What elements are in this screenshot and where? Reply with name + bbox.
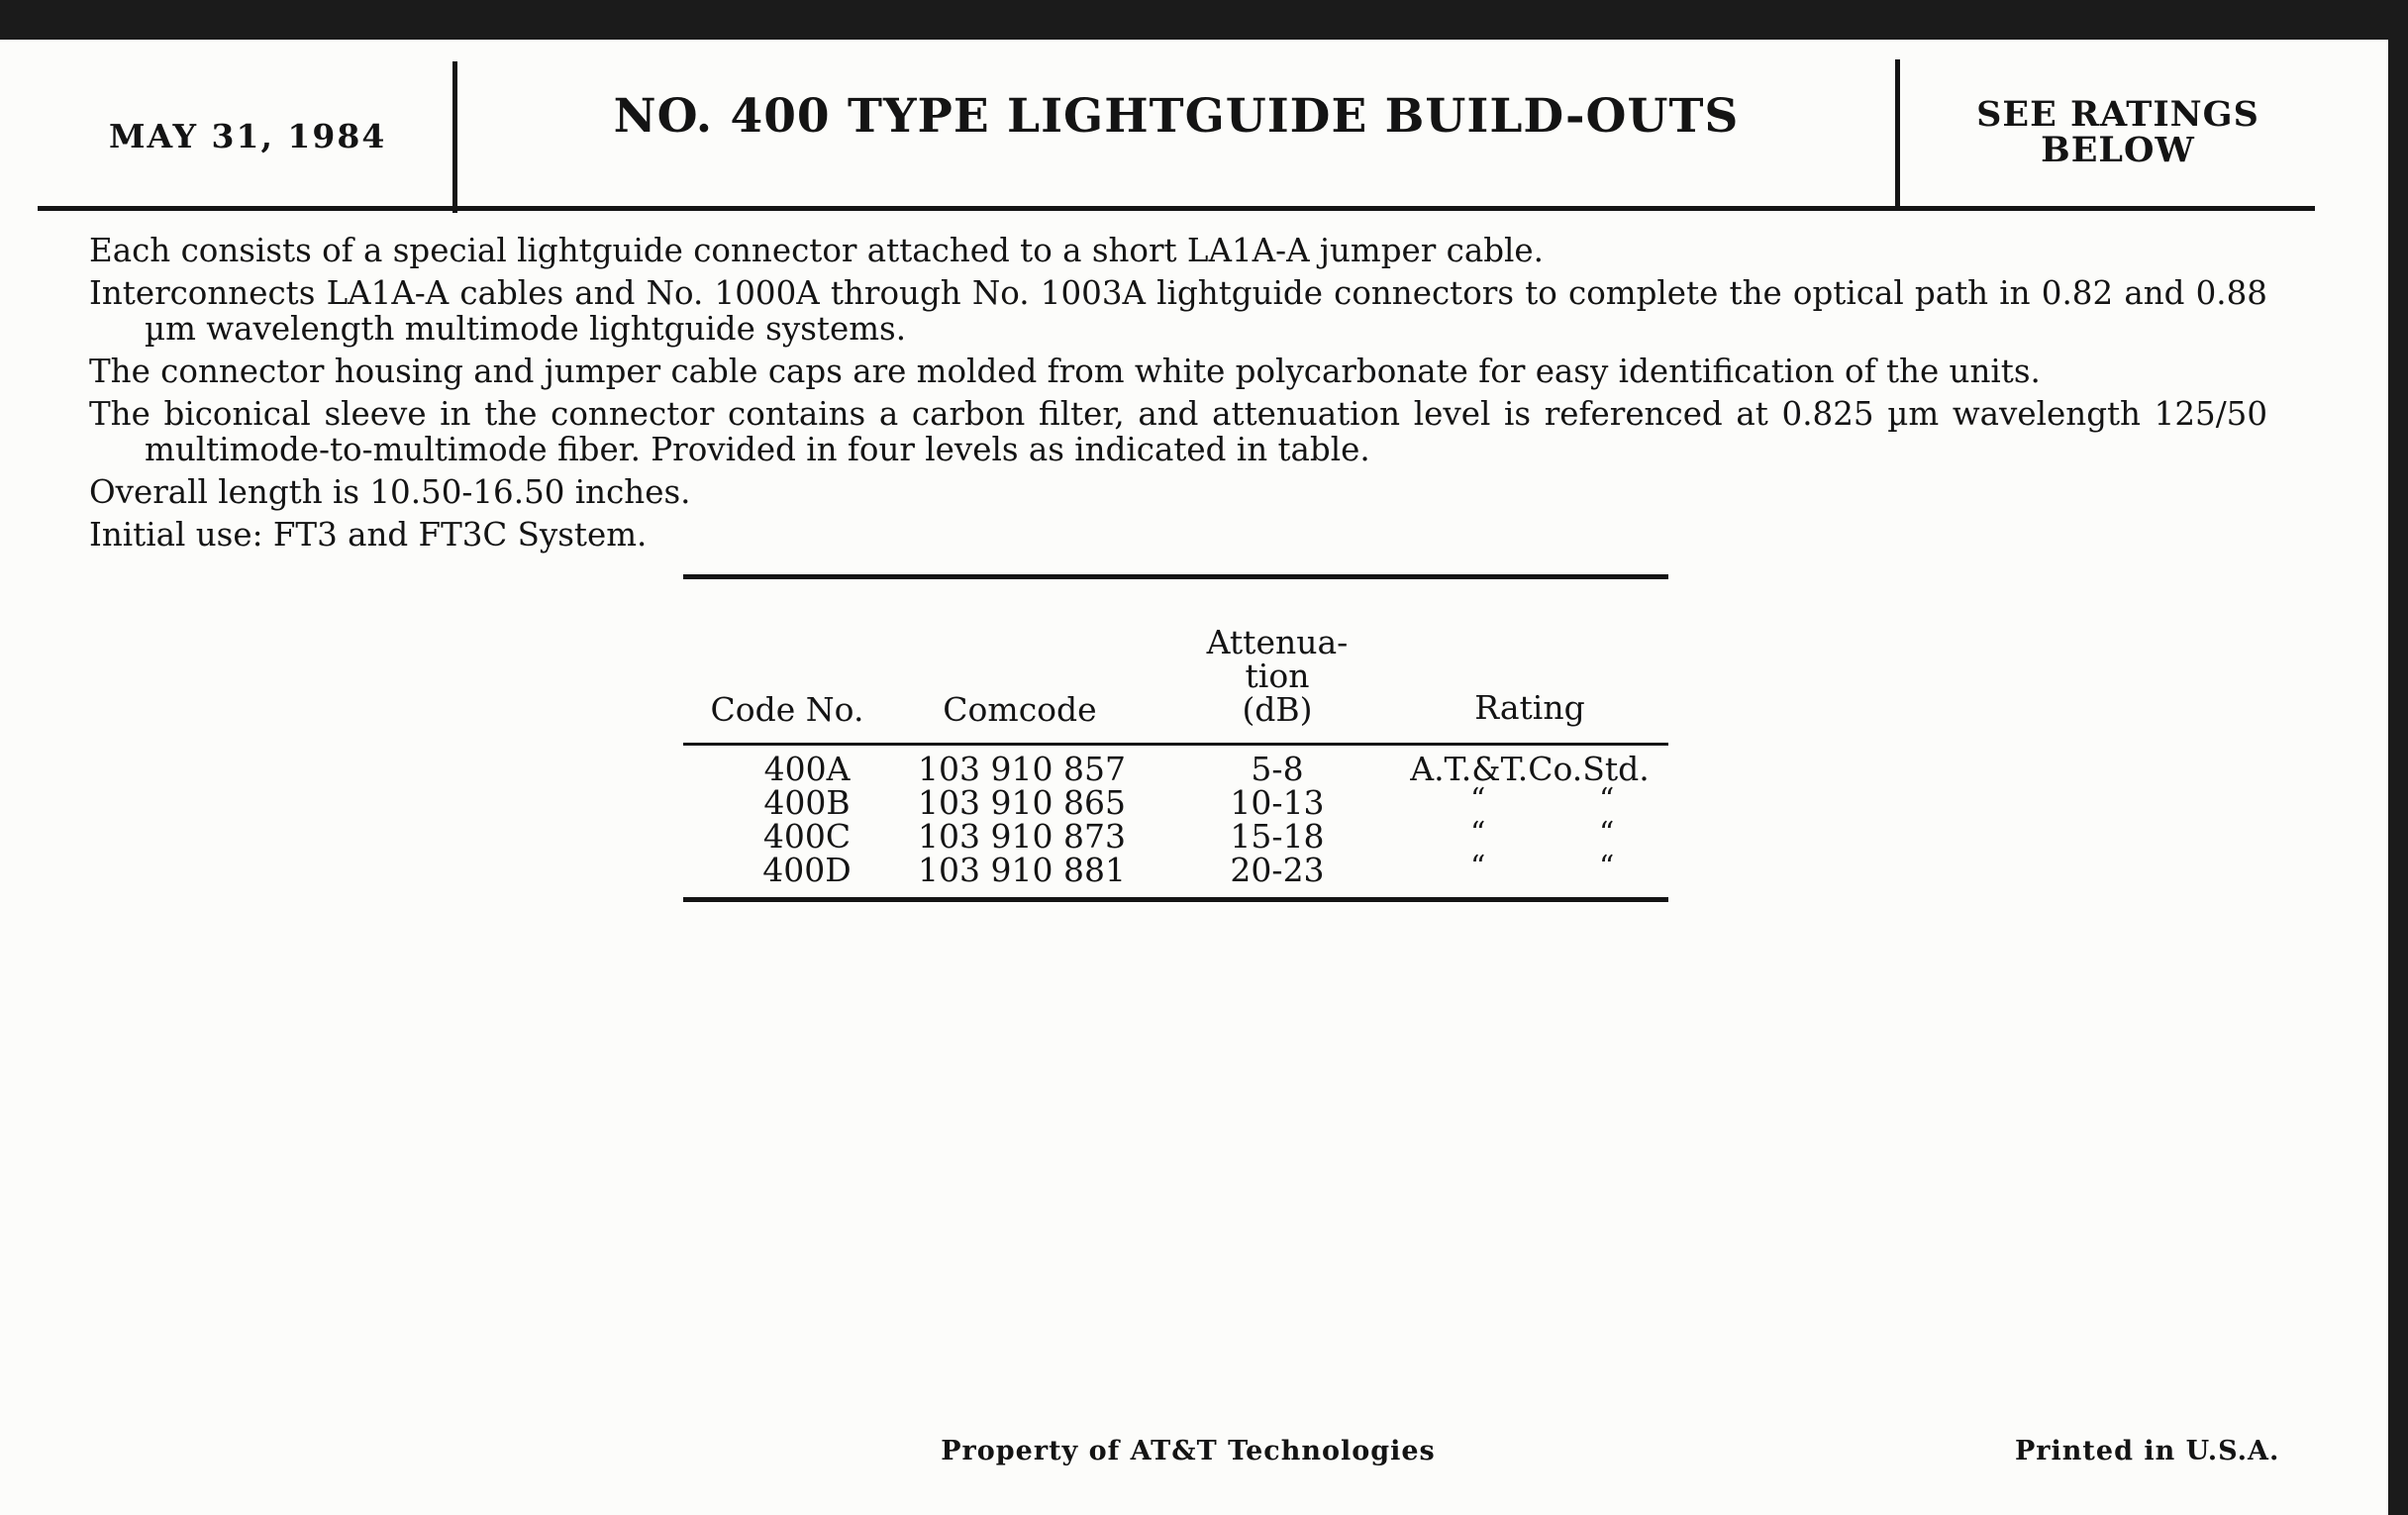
ditto-mark: “ xyxy=(1599,816,1615,851)
ditto-mark: “ xyxy=(1470,816,1486,851)
header-code: Code No. xyxy=(710,690,864,729)
catalog-card xyxy=(0,40,2388,1515)
header-comcode: Comcode xyxy=(943,690,1097,729)
description-paragraph: The connector housing and jumper cable caps are molded from white polycarbonate for easy identification of the units. xyxy=(89,353,2041,390)
rating-note-line: SEE RATINGS xyxy=(1976,94,2259,135)
header-rating: Rating xyxy=(1474,688,1585,727)
description-paragraph: Overall length is 10.50-16.50 inches. xyxy=(89,473,691,511)
rating-note-line: BELOW xyxy=(2041,130,2195,170)
page-title: NO. 400 TYPE LIGHTGUIDE BUILD-OUTS xyxy=(613,89,1740,144)
card-header xyxy=(0,40,2388,218)
header-rule xyxy=(38,206,2315,211)
rating-note xyxy=(1900,94,2336,170)
header-attenuation xyxy=(1178,623,1376,729)
table-rule xyxy=(683,743,1668,746)
header-attenuation-line: Attenua- xyxy=(1206,623,1349,661)
ditto-mark: “ xyxy=(1470,850,1486,884)
cell-attenuation: 15-18 xyxy=(1230,817,1325,856)
scan-edge xyxy=(2388,0,2408,1515)
issue-date: MAY 31, 1984 xyxy=(109,117,387,155)
cell-comcode: 103 910 857 xyxy=(918,750,1126,788)
cell-code: 400B xyxy=(763,783,851,822)
cell-comcode: 103 910 865 xyxy=(918,783,1126,822)
description-paragraph: Each consists of a special lightguide connector attached to a short LA1A-A jumper cable. xyxy=(89,232,1544,269)
cell-comcode: 103 910 881 xyxy=(918,851,1126,889)
table-rule xyxy=(683,574,1668,579)
cell-code: 400D xyxy=(762,851,852,889)
description-paragraph: The biconical sleeve in the connector contains a carbon filter, and attenuation level is referenced at 0.825 µm wavelength 125/50 multimode-to-multimode fiber. Provided in four levels as indicated in table. xyxy=(89,395,2267,468)
header-attenuation-line: tion xyxy=(1245,656,1310,695)
cell-code: 400C xyxy=(762,817,852,856)
cell-attenuation: 20-23 xyxy=(1230,851,1325,889)
cell-rating: A.T.&T.Co.Std. xyxy=(1410,750,1650,788)
header-attenuation-line: (dB) xyxy=(1242,690,1313,729)
ditto-mark: “ xyxy=(1599,782,1615,817)
cell-attenuation: 5-8 xyxy=(1251,750,1304,788)
ditto-mark: “ xyxy=(1470,782,1486,817)
ditto-mark: “ xyxy=(1599,850,1615,884)
description xyxy=(89,233,2267,559)
cell-attenuation: 10-13 xyxy=(1230,783,1325,822)
description-paragraph: Interconnects LA1A-A cables and No. 1000A through No. 1003A lightguide connectors to complete the optical path in 0.82 and 0.88 µm wavelength multimode lightguide systems. xyxy=(89,274,2267,348)
property-notice: Property of AT&T Technologies xyxy=(941,1436,1436,1466)
description-paragraph: Initial use: FT3 and FT3C System. xyxy=(89,516,648,554)
printed-notice: Printed in U.S.A. xyxy=(2015,1436,2280,1466)
cell-comcode: 103 910 873 xyxy=(918,817,1126,856)
table-rule xyxy=(683,897,1668,902)
cell-code: 400A xyxy=(763,750,851,788)
